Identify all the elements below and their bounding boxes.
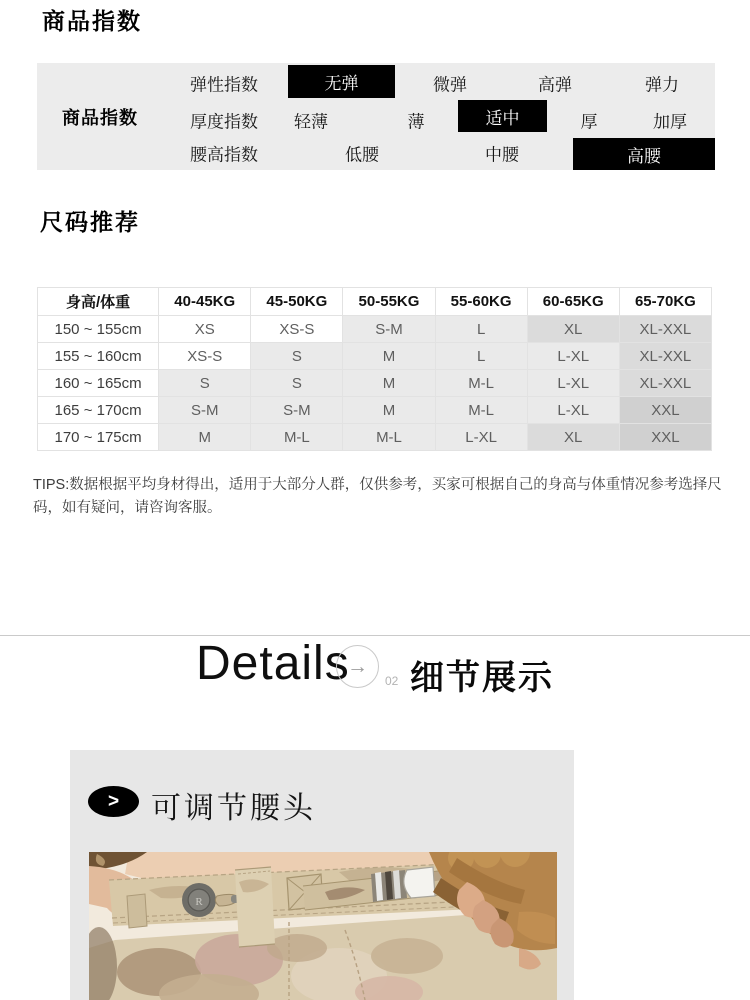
option-elasticity-none-selected: 无弹 [288,65,395,98]
size-cell: S [251,343,343,370]
size-cell: M-L [343,424,435,451]
size-row-height-range: 160 ~ 165cm [38,370,159,397]
size-cell: M-L [435,370,527,397]
section-divider [0,635,750,636]
size-cell: XL-XXL [619,343,711,370]
option-waist-low: 低腰 [345,145,379,165]
index-row-label-waist-height: 腰高指数 [190,145,258,165]
size-tips-text: TIPS:数据根据平均身材得出，适用于大部分人群，仅供参考，买家可根据自己的身高与体重情况参考选择尺码，如有疑问，请咨询客服。 [33,477,722,516]
size-cell: S [251,370,343,397]
option-thickness-thin: 薄 [407,112,425,132]
circle-arrow-icon [336,645,379,688]
size-col-header-weight: 55-60KG [435,288,527,316]
size-cell: XL [527,424,619,451]
size-cell: M [343,343,435,370]
detail-photo-adjustable-waist [89,852,557,1000]
details-heading-en: Details [196,637,350,690]
size-cell: XL [527,316,619,343]
size-table-row [38,343,712,370]
option-waist-mid: 中腰 [485,145,519,165]
option-thickness-lightthin: 轻薄 [294,112,328,132]
option-thickness-medium-selected: 适中 [458,100,547,132]
section-title-size-recommendation: 尺码推荐 [40,209,140,235]
size-cell: L [435,316,527,343]
size-table-row [38,370,712,397]
size-cell: L-XL [527,397,619,424]
size-row-height-range: 170 ~ 175cm [38,424,159,451]
badge-arrow-glyph: > [107,791,120,812]
size-cell: S-M [343,316,435,343]
size-col-header-weight: 65-70KG [619,288,711,316]
size-cell: M [343,370,435,397]
size-cell: S-M [251,397,343,424]
belt-loop-wide [235,867,275,947]
size-table-header-row [38,288,712,316]
size-col-header-height-weight: 身高/体重 [38,288,159,316]
size-row-height-range: 155 ~ 160cm [38,343,159,370]
size-cell: XL-XXL [619,316,711,343]
option-thickness-extra-thick: 加厚 [653,112,687,132]
size-cell: L-XL [527,370,619,397]
section-title-product-index: 商品指数 [42,8,142,34]
size-cell: S-M [159,397,251,424]
size-cell: M [159,424,251,451]
size-col-header-weight: 50-55KG [343,288,435,316]
size-cell: XS-S [251,316,343,343]
size-cell: M [343,397,435,424]
option-elasticity-high: 高弹 [538,75,572,95]
option-waist-high-selected: 高腰 [573,138,715,170]
size-cell: L-XL [435,424,527,451]
size-cell: M-L [251,424,343,451]
size-table-row [38,316,712,343]
size-table-row [38,424,712,451]
size-col-header-weight: 60-65KG [527,288,619,316]
index-block-label: 商品指数 [62,108,138,128]
details-heading-zh: 细节展示 [410,659,554,697]
size-cell: XS [159,316,251,343]
size-cell: S [159,370,251,397]
size-col-header-weight: 40-45KG [159,288,251,316]
size-recommendation-table [37,287,712,451]
size-cell: L-XL [527,343,619,370]
option-thickness-thick: 厚 [580,112,598,132]
index-row-label-thickness: 厚度指数 [190,112,258,132]
option-elasticity-slight: 微弹 [433,75,467,95]
product-index-table [37,63,715,170]
details-section-number: 02 [385,674,399,688]
tri-glide [404,867,435,898]
arrow-right-glyph: → [347,654,368,678]
metal-buckle [371,870,407,902]
size-row-height-range: 150 ~ 155cm [38,316,159,343]
size-cell: M-L [435,397,527,424]
size-cell: XXL [619,397,711,424]
size-col-header-weight: 45-50KG [251,288,343,316]
arrow-badge-icon [88,786,139,817]
belt-loop [127,894,147,928]
size-cell: XL-XXL [619,370,711,397]
size-cell: XXL [619,424,711,451]
svg-text:R: R [195,896,203,908]
size-cell: L [435,343,527,370]
size-table-row [38,397,712,424]
detail-feature-panel [70,750,574,1000]
size-cell: XS-S [159,343,251,370]
option-elasticity-stretch: 弹力 [645,75,679,95]
size-row-height-range: 165 ~ 170cm [38,397,159,424]
feature-title-adjustable-waist: 可调节腰头 [151,792,316,825]
index-row-label-elasticity: 弹性指数 [190,75,258,95]
